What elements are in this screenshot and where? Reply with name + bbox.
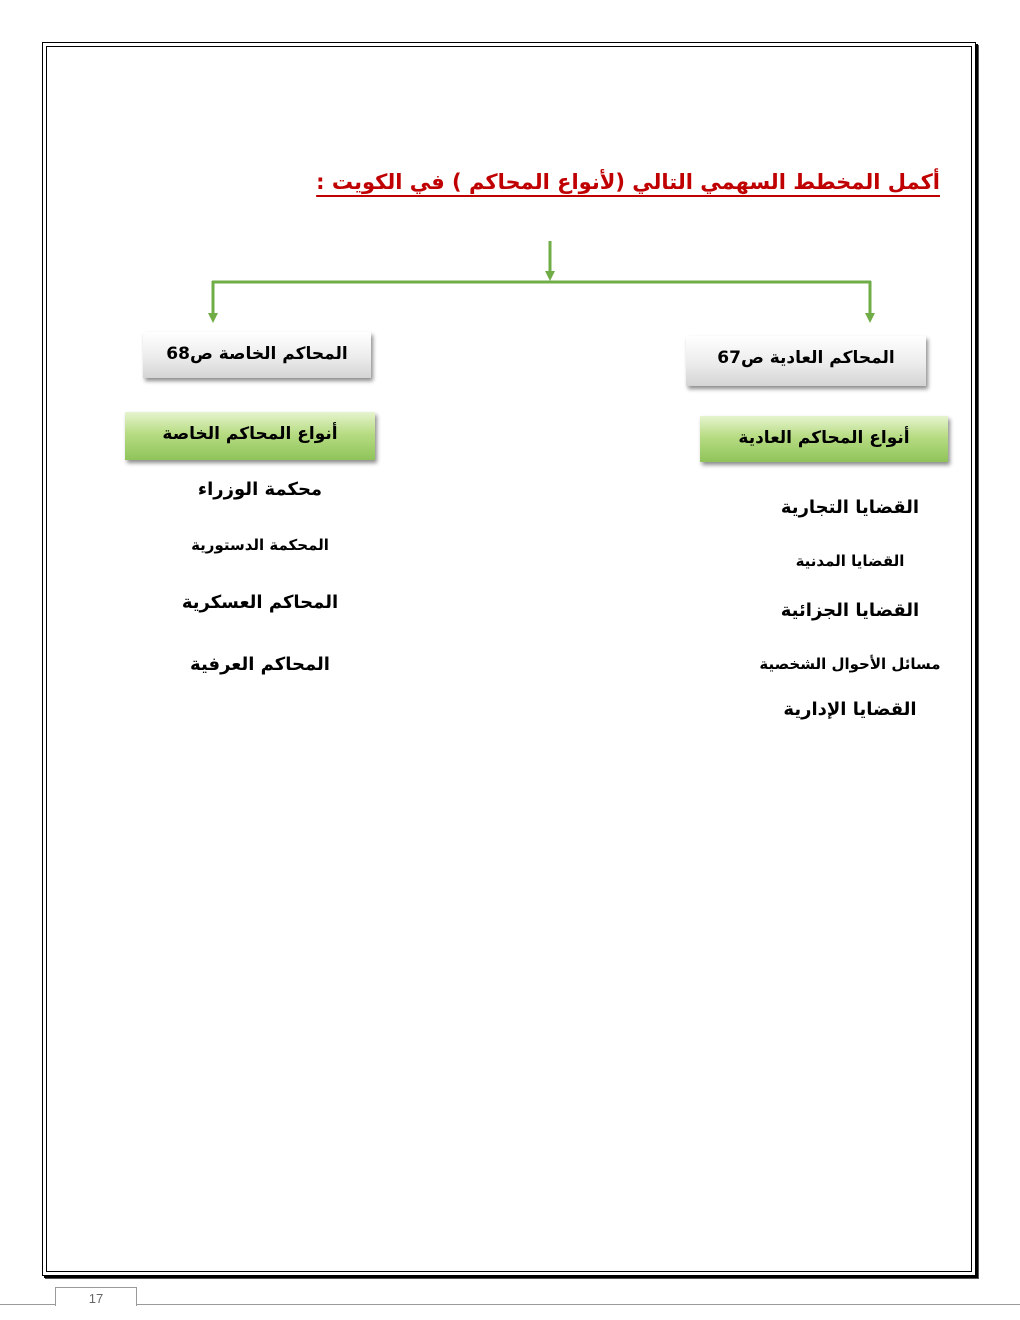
list-item: القضايا الإدارية — [783, 699, 917, 720]
list-item: المحاكم العسكرية — [181, 592, 339, 613]
list-item: محكمة الوزراء — [197, 479, 323, 500]
ordinary-courts-box: المحاكم العادية ص67 — [686, 336, 926, 386]
list-item: المحكمة الدستورية — [191, 536, 329, 554]
list-item: القضايا التجارية — [780, 497, 920, 518]
special-courts-box: المحاكم الخاصة ص68 — [143, 332, 371, 378]
special-court-types-box: أنواع المحاكم الخاصة — [125, 412, 375, 460]
footer-rule — [0, 1304, 1020, 1305]
list-item: المحاكم العرفية — [190, 654, 330, 675]
worksheet-heading: أكمل المخطط السهمي التالي (لأنواع المحاكم ) في الكويت : — [316, 170, 940, 194]
ordinary-court-types-box: أنواع المحاكم العادية — [700, 416, 948, 462]
list-item: مسائل الأحوال الشخصية — [759, 655, 941, 673]
list-item: القضايا الجزائية — [780, 600, 920, 621]
list-item: القضايا المدنية — [795, 552, 905, 570]
page-number: 17 — [55, 1287, 137, 1306]
